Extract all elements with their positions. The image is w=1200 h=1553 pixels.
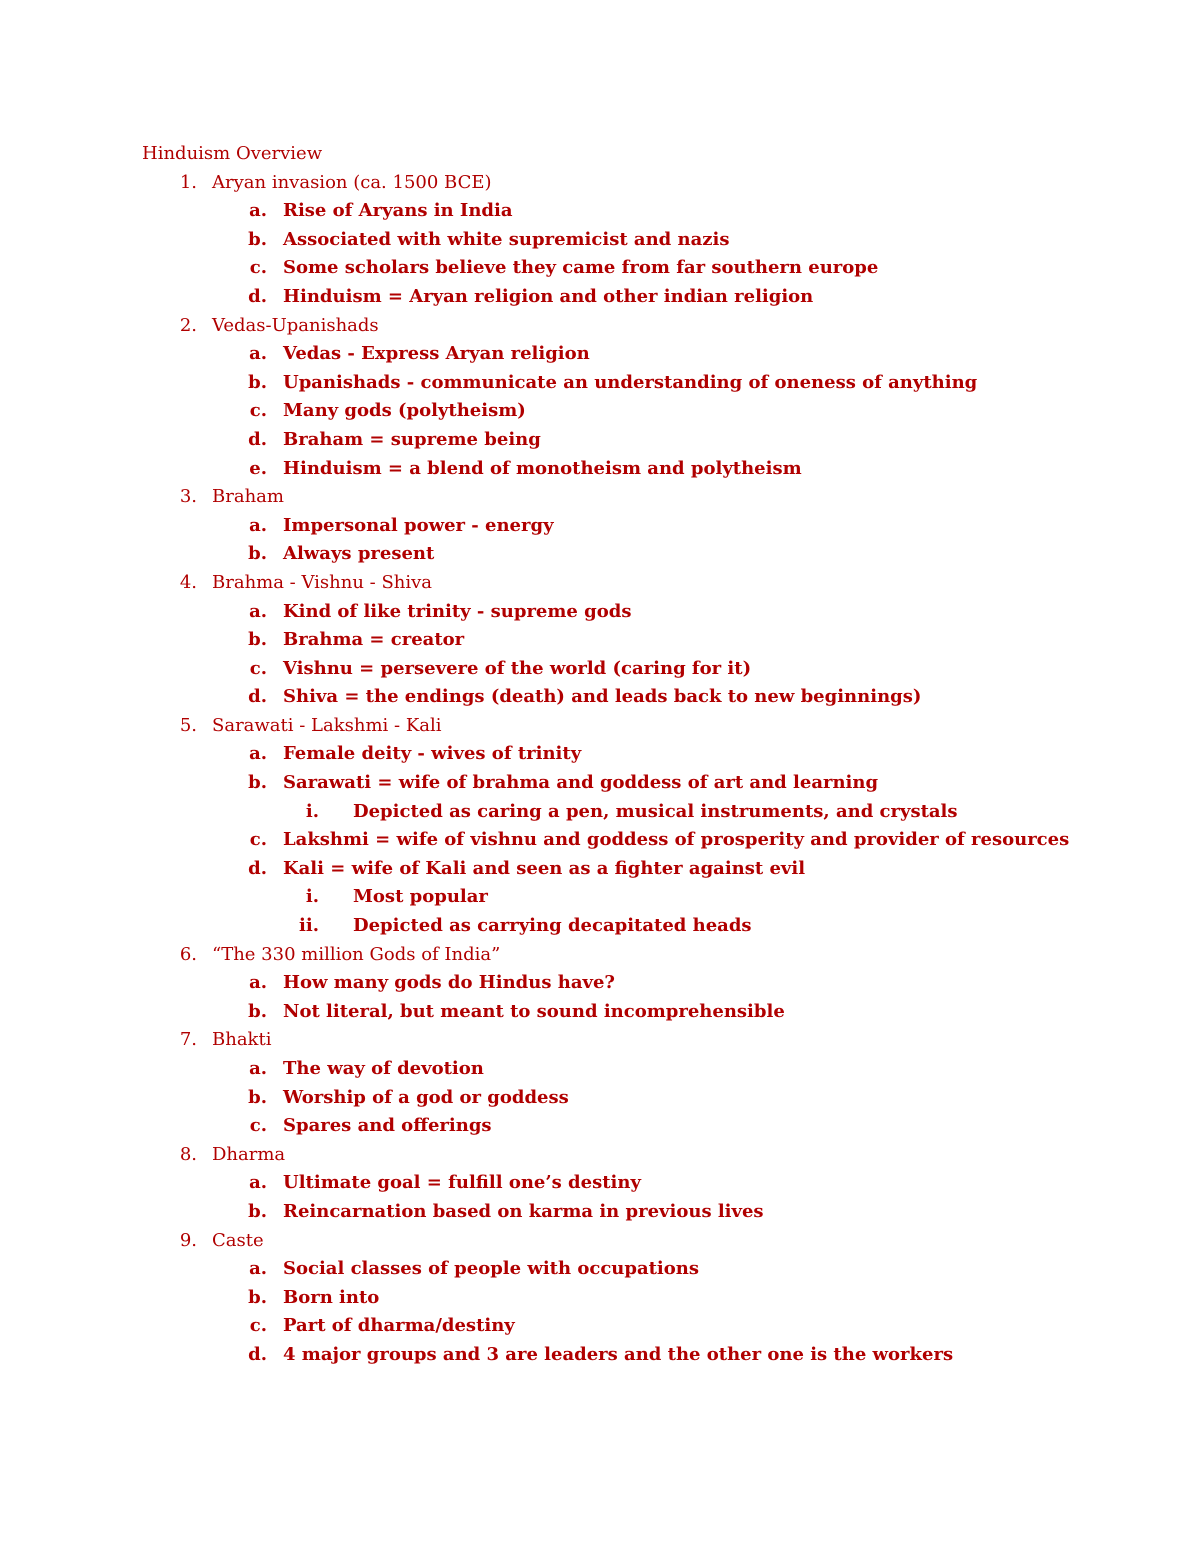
list-marker: b. bbox=[248, 1200, 267, 1222]
list-item-text: Spares and offerings bbox=[283, 1115, 492, 1137]
list-item-text: Part of dharma/destiny bbox=[283, 1315, 515, 1337]
list-item-text: Braham bbox=[212, 486, 284, 508]
list-item-text: Hinduism = a blend of monotheism and polytheism bbox=[283, 457, 802, 479]
outline-subitem bbox=[142, 998, 1142, 1027]
list-item-text: Kind of like trinity - supreme gods bbox=[283, 600, 632, 622]
list-item-text: Vedas-Upanishads bbox=[212, 314, 379, 336]
list-item-text: Born into bbox=[283, 1286, 380, 1308]
list-marker: a. bbox=[249, 1058, 267, 1079]
list-item-text: Associated with white supremicist and nazis bbox=[283, 228, 730, 250]
list-item-text: Vedas - Express Aryan religion bbox=[283, 343, 590, 365]
outline-subitem bbox=[142, 655, 1142, 684]
list-item-text: Worship of a god or goddess bbox=[283, 1086, 569, 1108]
list-item-text: Some scholars believe they came from far southern europe bbox=[283, 257, 879, 279]
outline-subitem bbox=[142, 740, 1142, 769]
list-marker: a. bbox=[249, 343, 267, 365]
list-marker: 5. bbox=[179, 714, 197, 736]
list-marker: a. bbox=[249, 200, 267, 222]
outline-subitem bbox=[142, 598, 1142, 627]
list-item-text: Impersonal power - energy bbox=[283, 514, 554, 536]
list-item-text: Rise of Aryans in India bbox=[283, 200, 513, 222]
list-marker: d. bbox=[248, 1343, 267, 1365]
list-marker: c. bbox=[249, 829, 267, 851]
list-marker: b. bbox=[248, 371, 267, 393]
list-item-text: Kali = wife of Kali and seen as a fighter against evil bbox=[283, 857, 806, 879]
list-marker: b. bbox=[248, 1000, 267, 1022]
list-item-text: Not literal, but meant to sound incomprehensible bbox=[283, 1000, 785, 1022]
list-item-text: 4 major groups and 3 are leaders and the other one is the workers bbox=[283, 1343, 954, 1365]
outline-subsubitem bbox=[142, 798, 1142, 827]
list-item-text: The way of devotion bbox=[283, 1058, 484, 1079]
outline-subsubitem bbox=[142, 883, 1142, 912]
list-marker: c. bbox=[249, 657, 267, 679]
outline-subitem bbox=[142, 626, 1142, 655]
outline-subitem bbox=[142, 1341, 1142, 1370]
list-marker: b. bbox=[248, 1286, 267, 1308]
list-marker: a. bbox=[249, 743, 267, 765]
list-item-text: Female deity - wives of trinity bbox=[283, 743, 582, 765]
outline-subitem bbox=[142, 683, 1142, 712]
list-marker: 8. bbox=[179, 1143, 197, 1165]
list-item-text: Many gods (polytheism) bbox=[283, 400, 526, 422]
document-content bbox=[142, 140, 1142, 1370]
outline-subitem bbox=[142, 1312, 1142, 1341]
list-item-text: Depicted as carrying decapitated heads bbox=[353, 915, 752, 937]
list-item-text: Most popular bbox=[353, 886, 488, 908]
outline-subitem bbox=[142, 197, 1142, 226]
outline-list bbox=[142, 169, 1142, 1370]
list-item-text: “The 330 million Gods of India” bbox=[212, 943, 501, 965]
list-item-text: Social classes of people with occupations bbox=[283, 1258, 699, 1280]
outline-item bbox=[142, 569, 1142, 598]
outline-item bbox=[142, 941, 1142, 970]
list-marker: a. bbox=[249, 972, 267, 994]
list-marker: b. bbox=[248, 228, 267, 250]
outline-subitem bbox=[142, 340, 1142, 369]
list-marker: ii. bbox=[299, 915, 319, 937]
list-marker: b. bbox=[248, 1086, 267, 1108]
outline-item bbox=[142, 1141, 1142, 1170]
outline-subsubitem bbox=[142, 912, 1142, 941]
outline-item bbox=[142, 483, 1142, 512]
list-item-text: Braham = supreme being bbox=[283, 428, 541, 450]
list-marker: 6. bbox=[179, 943, 197, 965]
outline-subitem bbox=[142, 969, 1142, 998]
list-marker: 3. bbox=[179, 486, 197, 508]
page-title: Hinduism Overview bbox=[142, 143, 323, 164]
list-item-text: Vishnu = persevere of the world (caring for it) bbox=[283, 657, 752, 679]
list-marker: a. bbox=[249, 514, 267, 536]
outline-subitem bbox=[142, 1255, 1142, 1284]
list-item-text: Sarawati - Lakshmi - Kali bbox=[212, 714, 442, 736]
list-marker: b. bbox=[248, 629, 267, 651]
list-marker: b. bbox=[248, 543, 267, 565]
list-item-text: Bhakti bbox=[212, 1029, 272, 1051]
outline-item bbox=[142, 712, 1142, 741]
outline-subitem bbox=[142, 283, 1142, 312]
outline-item bbox=[142, 312, 1142, 341]
list-item-text: Brahma = creator bbox=[283, 629, 465, 651]
outline-subitem bbox=[142, 1055, 1142, 1084]
outline-subitem bbox=[142, 769, 1142, 798]
outline-subitem bbox=[142, 1198, 1142, 1227]
outline-subitem bbox=[142, 855, 1142, 884]
list-marker: d. bbox=[248, 285, 267, 307]
list-marker: 7. bbox=[179, 1029, 197, 1051]
list-marker: 9. bbox=[179, 1229, 197, 1251]
outline-item bbox=[142, 169, 1142, 198]
list-marker: 2. bbox=[179, 314, 197, 336]
list-item-text: Depicted as caring a pen, musical instruments, and crystals bbox=[353, 800, 958, 822]
outline-subitem bbox=[142, 397, 1142, 426]
list-item-text: Dharma bbox=[212, 1143, 286, 1165]
list-item-text: Reincarnation based on karma in previous lives bbox=[283, 1200, 764, 1222]
list-item-text: Caste bbox=[212, 1229, 264, 1251]
list-item-text: Sarawati = wife of brahma and goddess of art and learning bbox=[283, 772, 879, 794]
outline-item bbox=[142, 1227, 1142, 1256]
list-item-text: Shiva = the endings (death) and leads back to new beginnings) bbox=[283, 686, 922, 708]
list-marker: c. bbox=[249, 1115, 267, 1137]
list-marker: a. bbox=[249, 1172, 267, 1194]
outline-subitem bbox=[142, 1084, 1142, 1113]
list-item-text: How many gods do Hindus have? bbox=[283, 972, 615, 994]
outline-subitem bbox=[142, 512, 1142, 541]
list-marker: c. bbox=[249, 400, 267, 422]
list-marker: a. bbox=[249, 1258, 267, 1280]
list-marker: c. bbox=[249, 257, 267, 279]
list-item-text: Brahma - Vishnu - Shiva bbox=[212, 571, 433, 593]
outline-subitem bbox=[142, 254, 1142, 283]
list-item-text: Upanishads - communicate an understanding of oneness of anything bbox=[283, 371, 978, 393]
list-marker: a. bbox=[249, 600, 267, 622]
list-marker: e. bbox=[249, 457, 267, 479]
list-marker: c. bbox=[249, 1315, 267, 1337]
list-marker: i. bbox=[305, 886, 319, 908]
list-item-text: Lakshmi = wife of vishnu and goddess of prosperity and provider of resources bbox=[283, 829, 1070, 851]
list-marker: d. bbox=[248, 428, 267, 450]
list-marker: i. bbox=[305, 800, 319, 822]
outline-subitem bbox=[142, 226, 1142, 255]
list-marker: b. bbox=[248, 772, 267, 794]
list-marker: 1. bbox=[179, 171, 197, 193]
outline-subitem bbox=[142, 426, 1142, 455]
outline-item bbox=[142, 1026, 1142, 1055]
list-item-text: Hinduism = Aryan religion and other indian religion bbox=[283, 285, 814, 307]
outline-subitem bbox=[142, 1284, 1142, 1313]
outline-subitem bbox=[142, 369, 1142, 398]
outline-subitem bbox=[142, 1112, 1142, 1141]
list-item-text: Ultimate goal = fulfill one’s destiny bbox=[283, 1172, 641, 1194]
outline-subitem bbox=[142, 1169, 1142, 1198]
outline-subitem bbox=[142, 455, 1142, 484]
list-item-text: Always present bbox=[283, 543, 435, 565]
outline-subitem bbox=[142, 540, 1142, 569]
list-item-text: Aryan invasion (ca. 1500 BCE) bbox=[212, 171, 492, 193]
outline-subitem bbox=[142, 826, 1142, 855]
list-marker: 4. bbox=[179, 571, 197, 593]
list-marker: d. bbox=[248, 857, 267, 879]
list-marker: d. bbox=[248, 686, 267, 708]
